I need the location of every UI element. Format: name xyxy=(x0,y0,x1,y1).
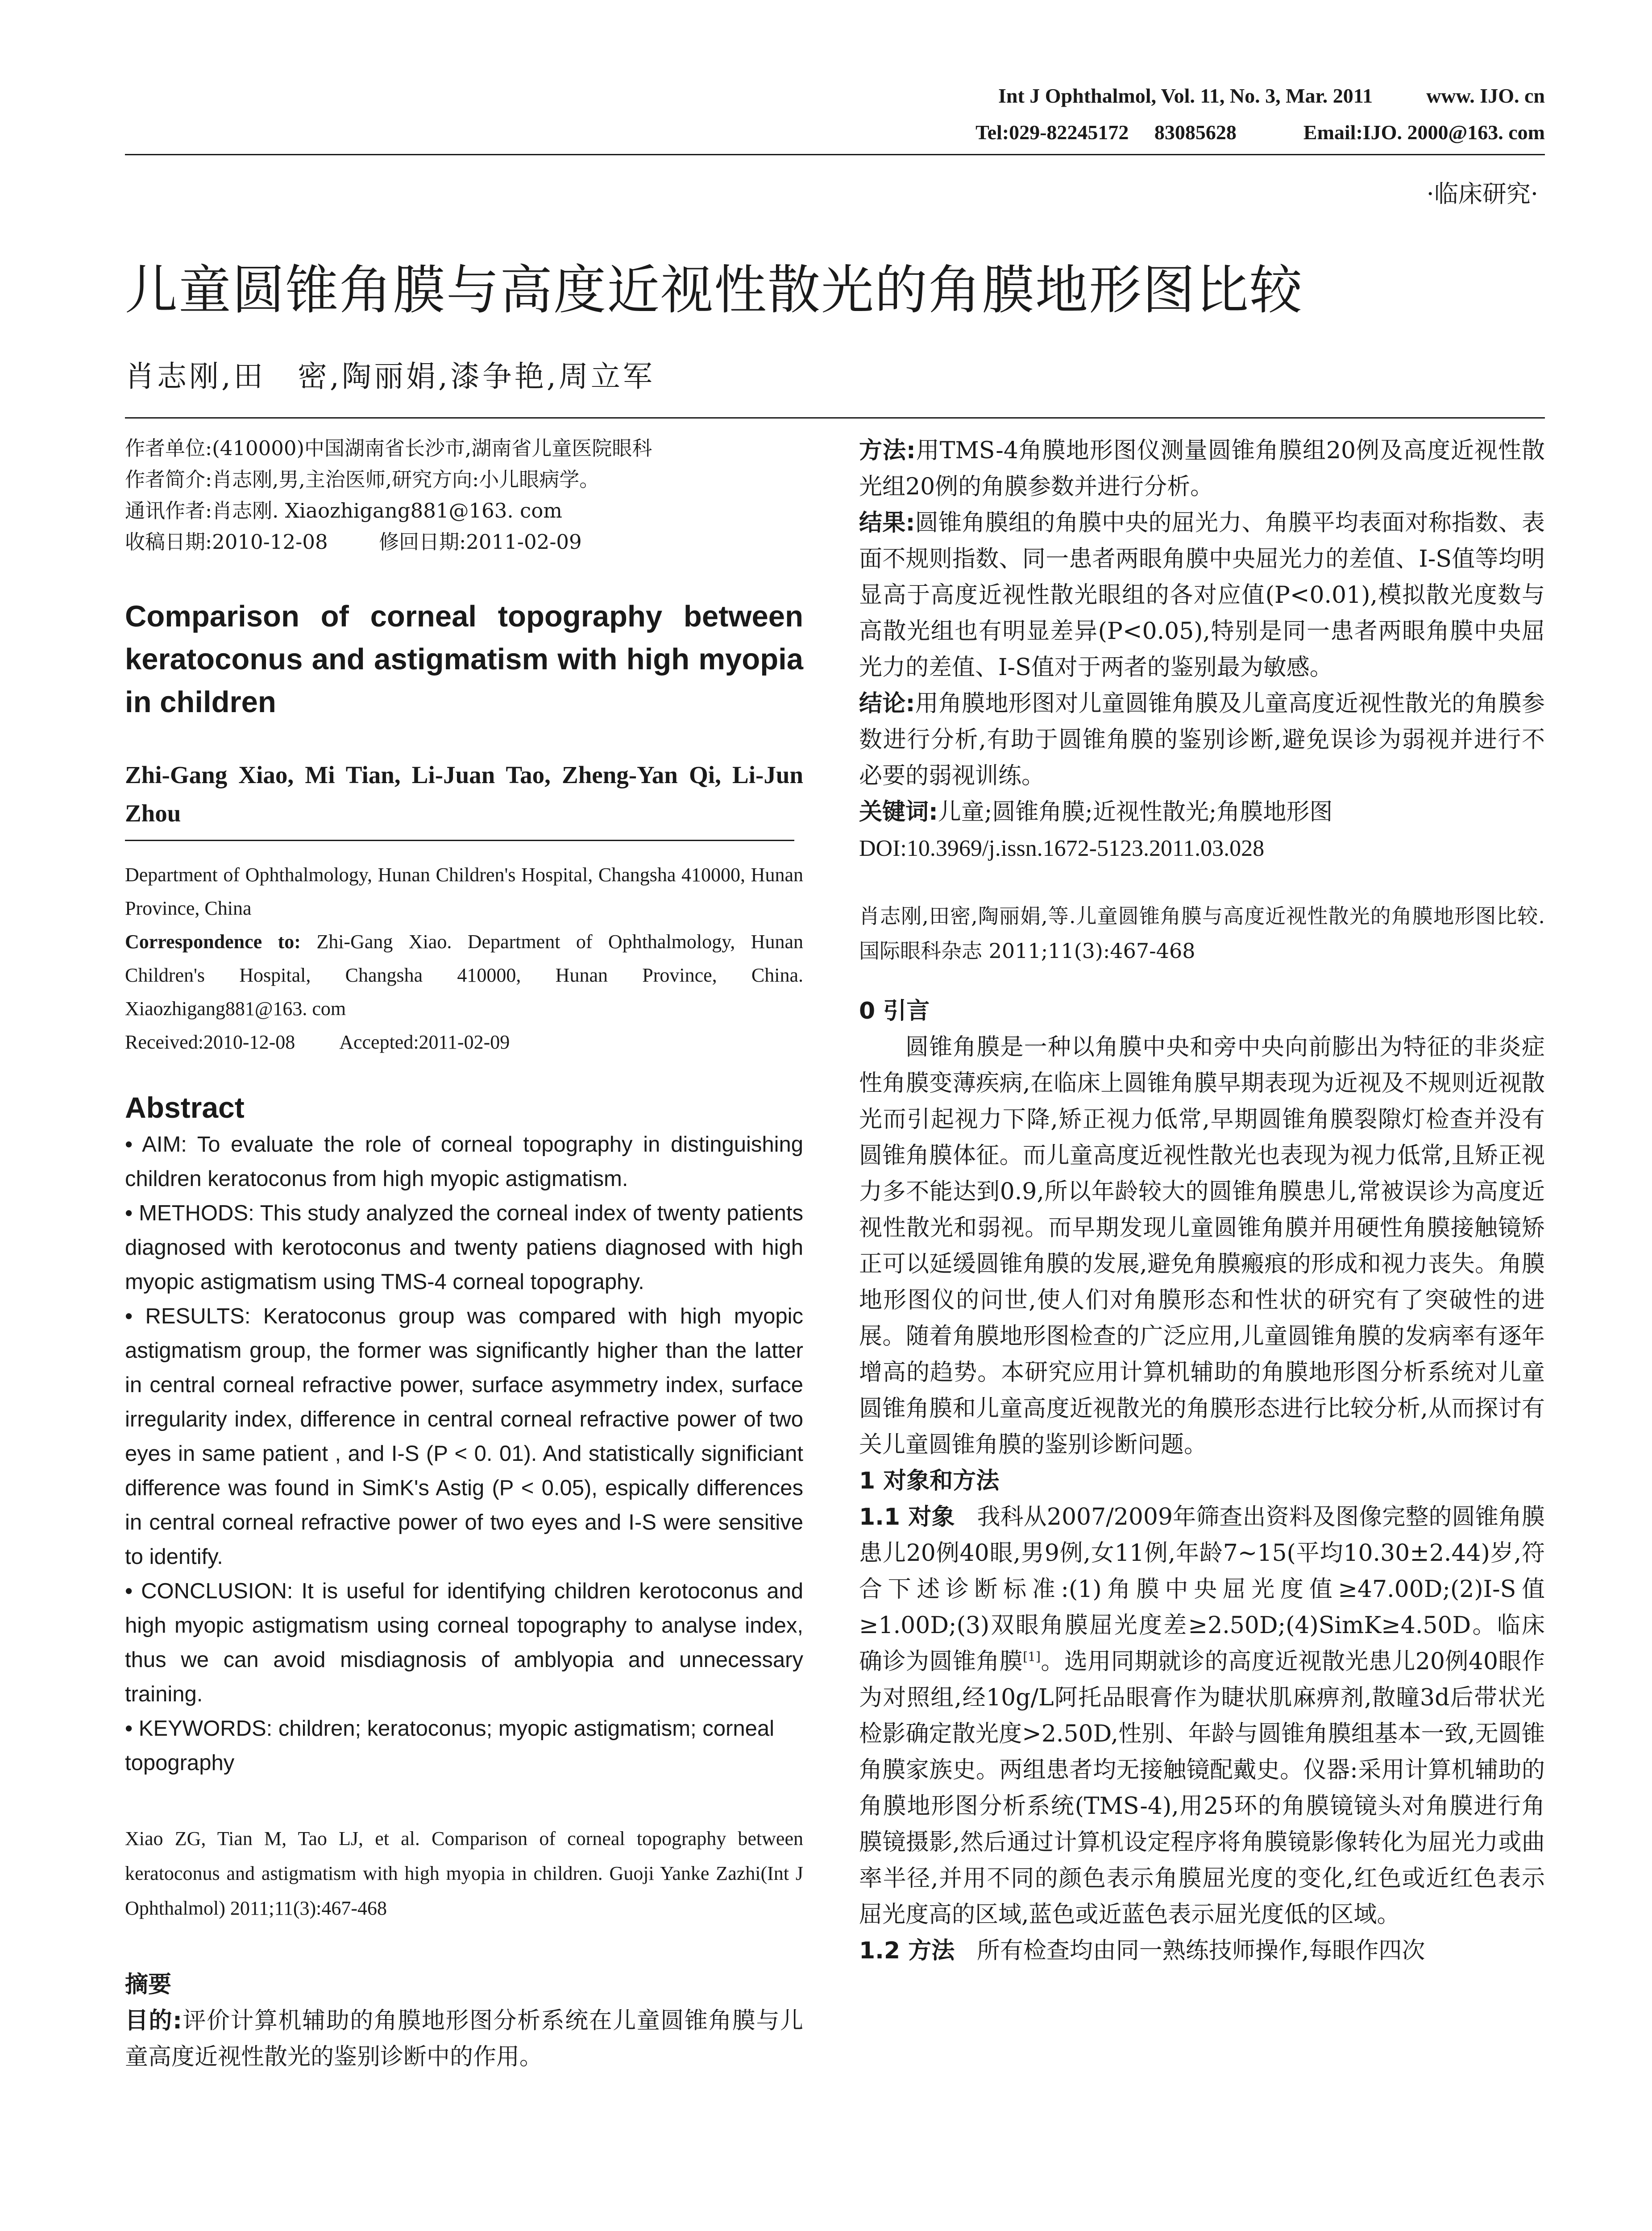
accepted-en: Accepted:2011-02-09 xyxy=(339,1031,510,1053)
keywords-text-cn: 儿童;圆锥角膜;近视性散光;角膜地形图 xyxy=(938,799,1333,825)
abstract-methods-cn xyxy=(859,433,1545,505)
abstract-heading-en: Abstract xyxy=(125,1091,245,1124)
methods-heading: 1 对象和方法 xyxy=(859,1468,1000,1494)
intro-heading: 0 引言 xyxy=(859,998,930,1024)
aim-text-cn: 评价计算机辅助的角膜地形图分析系统在儿童圆锥角膜与儿童高度近视性散光的鉴别诊断中的作用。 xyxy=(125,2007,803,2070)
abstract-keywords-en: • KEYWORDS: children; keratoconus; myopic astigmatism; corneal topography xyxy=(125,1717,774,1775)
correspondence-en xyxy=(125,925,803,1025)
doi: DOI:10.3969/j.issn.1672-5123.2011.03.028 xyxy=(859,836,1265,861)
abstract-results-en: • RESULTS: Keratoconus group was compared with high myopic astigmatism group, the former was significantly higher than the latter in central corneal refractive power, surface asymmetry index, surface irregularity index, difference in central corneal refractive power of two eyes in same patient , and I-S (P < 0. 01). And statistically significiant difference was found in SimK's Astig (P < 0.05), espically differences in central corneal refractive power of two eyes and I-S were sensitive to identify. xyxy=(125,1304,803,1569)
conclusion-label-cn: 结论: xyxy=(859,690,915,717)
bio-cn: 作者简介:肖志刚,男,主治医师,研究方向:小儿眼病学。 xyxy=(125,468,600,491)
dates-en xyxy=(125,1025,803,1059)
affiliation-cn: 作者单位:(410000)中国湖南省长沙市,湖南省儿童医院眼科 xyxy=(125,436,652,460)
revised-cn: 修回日期:2011-02-09 xyxy=(379,530,582,554)
journal-citation: Int J Ophthalmol, Vol. 11, No. 3, Mar. 2011 xyxy=(998,84,1373,107)
procedure-label: 1.2 方法 xyxy=(859,1937,955,1964)
subjects-label: 1.1 对象 xyxy=(859,1504,955,1530)
section-label: ·临床研究· xyxy=(1426,180,1538,208)
header-rule xyxy=(125,154,1545,155)
authors-rule xyxy=(125,840,794,841)
title-rule xyxy=(125,417,1545,419)
left-column xyxy=(125,433,803,2075)
journal-email: Email:IJO. 2000@163. com xyxy=(1303,121,1545,144)
abstract-conclusion-en: • CONCLUSION: It is useful for identifying children kerotoconus and high myopic astigmatism using corneal topography to analyse index, thus we can avoid misdiagnosis of amblyopia and unnecessary training. xyxy=(125,1579,803,1706)
correspondence-label: Correspondence to: xyxy=(125,931,301,953)
contact-header xyxy=(975,120,1545,144)
authors-cn: 肖志刚,田 密,陶丽娟,漆争艳,周立军 xyxy=(125,359,655,394)
received-cn: 收稿日期:2010-12-08 xyxy=(125,530,328,554)
right-column xyxy=(859,433,1545,1969)
running-header xyxy=(998,84,1545,108)
article-title-en: Comparison of corneal topography between keratoconus and astigmatism with high myopia in children xyxy=(125,600,803,719)
conclusion-text-cn: 用角膜地形图对儿童圆锥角膜及儿童高度近视性散光的角膜参数进行分析,有助于圆锥角膜的鉴别诊断,避免误诊为弱视并进行不必要的弱视训练。 xyxy=(859,690,1545,789)
citation-cn: 肖志刚,田密,陶丽娟,等.儿童圆锥角膜与高度近视性散光的角膜地形图比较.国际眼科杂志 2011;11(3):467-468 xyxy=(859,904,1545,963)
abstract-aim-cn xyxy=(125,2003,803,2075)
intro-paragraph: 圆锥角膜是一种以角膜中央和旁中央向前膨出为特征的非炎症性角膜变薄疾病,在临床上圆锥角膜早期表现为近视及不规则近视散光而引起视力下降,矫正视力低常,早期圆锥角膜裂隙灯检查并没有圆锥角膜体征。而儿童高度近视性散光也表现为视力低常,且矫正视力多不能达到0.9,所以年龄较大的圆锥角膜患儿,常被误诊为高度近视性散光和弱视。而早期发现儿童圆锥角膜并用硬性角膜接触镜矫正可以延缓圆锥角膜的发展,避免角膜瘢痕的形成和视力丧失。角膜地形图仪的问世,使人们对角膜形态和性状的研究有了突破性的进展。随着角膜地形图检查的广泛应用,儿童圆锥角膜的发病率有逐年增高的趋势。本研究应用计算机辅助的角膜地形图分析系统对儿童圆锥角膜和儿童高度近视散光的角膜形态进行比较分析,从而探讨有关儿童圆锥角膜的鉴别诊断问题。 xyxy=(859,1034,1545,1458)
department-en: Department of Ophthalmology, Hunan Children's Hospital, Changsha 410000, Hunan Province, China xyxy=(125,864,803,919)
results-text-cn: 圆锥角膜组的角膜中央的屈光力、角膜平均表面对称指数、表面不规则指数、同一患者两眼角膜中央屈光力的差值、I-S值等均明显高于高度近视性散光眼组的各对应值(P<0.01),模拟散光度数与高散光组也有明显差异(P<0.05),特别是同一患者两眼角膜中央屈光力的差值、I-S值对于两者的鉴别最为敏感。 xyxy=(859,510,1545,681)
dates-cn xyxy=(125,527,803,558)
abstract-keywords-cn xyxy=(859,794,1545,830)
methods-label-cn: 方法: xyxy=(859,437,916,464)
methods-procedure xyxy=(859,1933,1545,1969)
abstract-methods-en: • METHODS: This study analyzed the corneal index of twenty patients diagnosed with kerotoconus and twenty patiens diagnosed with high myopic astigmatism using TMS-4 corneal topography. xyxy=(125,1201,803,1294)
methods-text-cn: 用TMS-4角膜地形图仪测量圆锥角膜组20例及高度近视性散光组20例的角膜参数并进行分析。 xyxy=(859,437,1545,500)
abstract-heading-cn: 摘要 xyxy=(125,1971,172,1998)
abstract-results-cn xyxy=(859,505,1545,686)
journal-tel2: 83085628 xyxy=(1154,121,1237,144)
abstract-conclusion-cn xyxy=(859,686,1545,794)
aim-label-cn: 目的: xyxy=(125,2007,182,2034)
authors-en: Zhi-Gang Xiao, Mi Tian, Li-Juan Tao, Zheng-Yan Qi, Li-Jun Zhou xyxy=(125,761,803,827)
subjects-text-continued: 。选用同期就诊的高度近视散光患儿20例40眼作为对照组,经10g/L阿托品眼膏作为睫状肌麻痹剂,散瞳3d后带状光检影确定散光度>2.50D,性别、年龄与圆锥角膜组基本一致,无圆锥角膜家族史。两组患者均无接触镜配戴史。仪器:采用计算机辅助的角膜地形图分析系统(TMS-4),用25环的角膜镜镜头对角膜进行角膜镜摄影,然后通过计算机设定程序将角膜镜影像转化为屈光力或曲率半径,并用不同的颜色表示角膜屈光度的变化,红色或近红色表示屈光度高的区域,蓝色或近蓝色表示屈光度低的区域。 xyxy=(859,1648,1545,1928)
procedure-text: 所有检查均由同一熟练技师操作,每眼作四次 xyxy=(976,1937,1425,1964)
correspondence-text: Zhi-Gang Xiao. Department of Ophthalmology, Hunan Children's Hospital, Changsha 410000, Hunan Province, China. Xiaozhigang881@163. com xyxy=(125,931,803,1020)
correspondence-cn: 通讯作者:肖志刚. Xiaozhigang881@163. com xyxy=(125,499,562,523)
reference-marker: [1] xyxy=(1023,1649,1041,1664)
abstract-aim-en: • AIM: To evaluate the role of corneal topography in distinguishing children keratoconus from high myopic astigmatism. xyxy=(125,1132,803,1191)
journal-tel: Tel:029-82245172 xyxy=(975,121,1129,144)
keywords-label-cn: 关键词: xyxy=(859,799,938,825)
results-label-cn: 结果: xyxy=(859,510,915,536)
citation-en: Xiao ZG, Tian M, Tao LJ, et al. Comparison of corneal topography between keratoconus and astigmatism with high myopia in children. Guoji Yanke Zazhi(Int J Ophthalmol) 2011;11(3):467-468 xyxy=(125,1828,803,1919)
methods-subjects xyxy=(859,1499,1545,1933)
subjects-text: 我科从2007/2009年筛查出资料及图像完整的圆锥角膜患儿20例40眼,男9例,女11例,年龄7~15(平均10.30±2.44)岁,符合下述诊断标准:(1)角膜中央屈光度值≥47.00D;(2)I-S值≥1.00D;(3)双眼角膜屈光度差≥2.50D;(4)SimK≥4.50D。临床确诊为圆锥角膜 xyxy=(859,1504,1545,1675)
received-en: Received:2010-12-08 xyxy=(125,1031,295,1053)
journal-website: www. IJO. cn xyxy=(1426,84,1545,107)
article-title-cn: 儿童圆锥角膜与高度近视性散光的角膜地形图比较 xyxy=(125,259,1303,321)
